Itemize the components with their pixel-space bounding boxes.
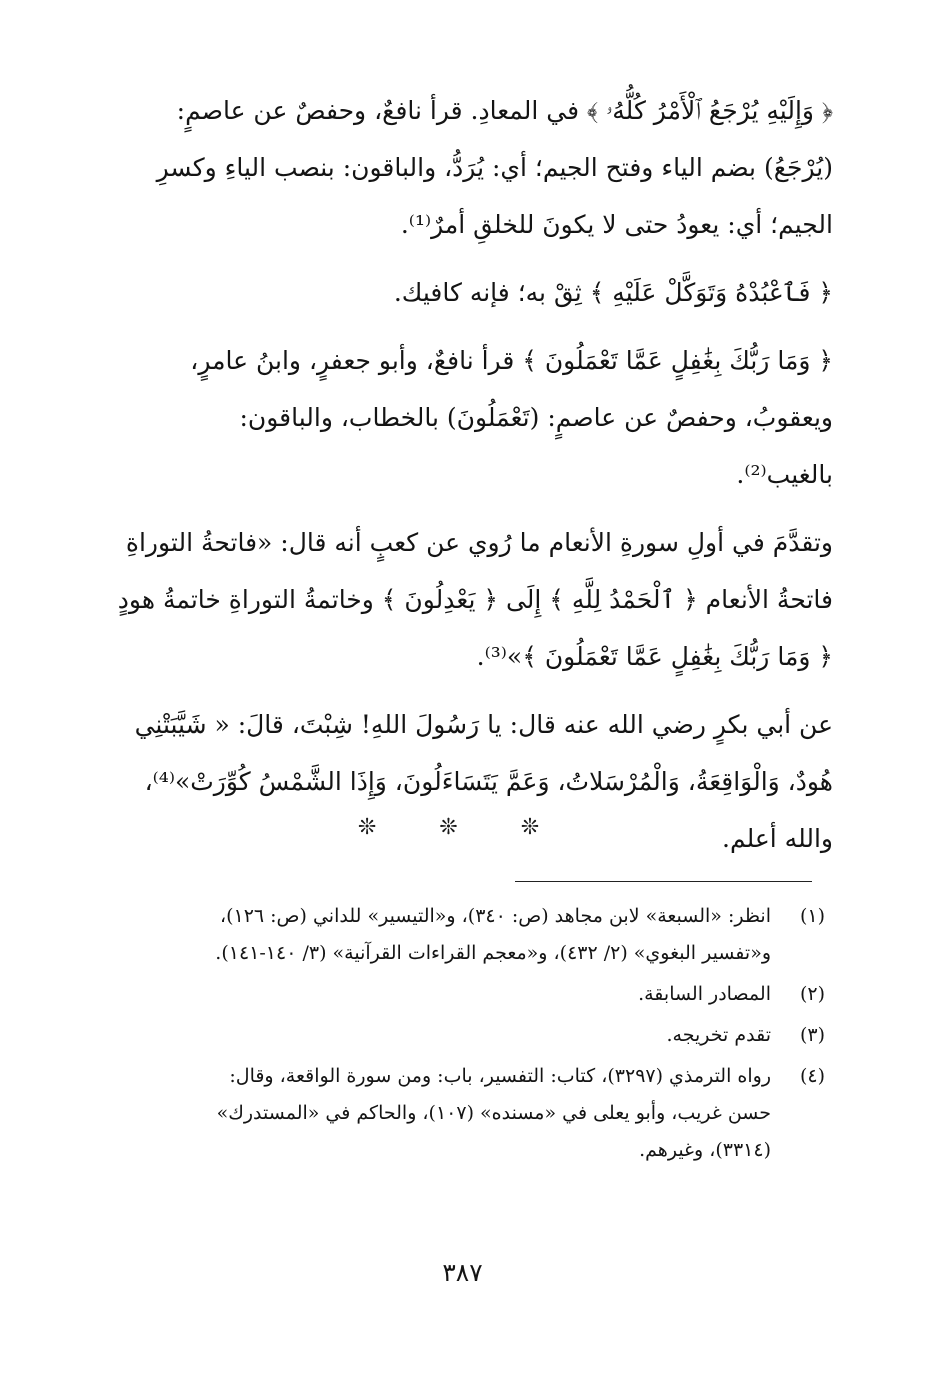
footnote-3 xyxy=(92,1017,825,1054)
main-text xyxy=(92,82,833,867)
footnote-number: (٣) xyxy=(799,1024,825,1046)
text-line: فاتحةُ الأنعام ﴿ ٱلْحَمْدُ لِلَّهِ ﴾ إِلَى ﴿ يَعْدِلُونَ ﴾ وخاتمةُ التوراةِ خاتمةُ هودٍ xyxy=(117,585,833,614)
text-line: الجيم؛ أي: يعودُ حتى لا يكونَ للخلقِ أمرٌ⁽¹⁾. xyxy=(400,210,833,239)
text-line: ﴿ وَإِلَيْهِ يُرْجَعُ ٱلْأَمْرُ كُلُّهُۥ ﴾ في المعادِ. قرأ نافعٌ، وحفصٌ عن عاصمٍ: xyxy=(176,96,833,125)
paragraph-5 xyxy=(92,696,833,867)
text-line: وتقدَّمَ في أولِ سورةِ الأنعام ما رُوي عن كعبٍ أنه قال: «فاتحةُ التوراةِ xyxy=(125,528,833,557)
footnote-1 xyxy=(92,898,825,972)
text-line: ﴿ فَٱعْبُدْهُ وَتَوَكَّلْ عَلَيْهِ ﴾ ثِقْ به؛ فإنه كافيك. xyxy=(393,278,833,307)
paragraph-2 xyxy=(92,264,833,321)
footnote-rule xyxy=(515,881,812,882)
footnote-line: و«تفسير البغوي» (٢/ ٤٣٢)، و«معجم القراءات القرآنية» (٣/ ١٤٠-١٤١). xyxy=(215,942,771,964)
page-number: ٣٨٧ xyxy=(442,1258,483,1287)
text-line: هُودٌ، وَالْوَاقِعَةُ، وَالْمُرْسَلاتُ، وَعَمَّ يَتَسَاءَلُونَ، وَإِذَا الشَّمْسُ كُوِّرَتْ»⁽⁴⁾، xyxy=(144,767,833,796)
paragraph-4 xyxy=(92,514,833,685)
text-line: بالغيب⁽²⁾. xyxy=(736,460,833,489)
paragraph-1 xyxy=(92,82,833,253)
footnote-line: (٣٣١٤)، وغيرهم. xyxy=(639,1139,771,1161)
footnote-line: رواه الترمذي (٣٢٩٧)، كتاب: التفسير، باب: ومن سورة الواقعة، وقال: xyxy=(229,1065,771,1087)
paragraph-3 xyxy=(92,332,833,503)
text-line: (يُرْجَعُ) بضم الياء وفتح الجيم؛ أي: يُرَدُّ، والباقون: بنصب الياءِ وكسرِ xyxy=(156,153,833,182)
footnote-line: المصادر السابقة. xyxy=(638,983,771,1005)
text-line: عن أبي بكرٍ رضي الله عنه قال: يا رَسُولَ اللهِ! شِبْتَ، قالَ: « شَيَّبَتْنِي xyxy=(134,710,833,739)
section-separator: ❊ ❊ ❊ xyxy=(357,815,568,840)
footnote-number: (٢) xyxy=(799,983,825,1005)
footnote-2 xyxy=(92,976,825,1013)
text-line: ﴿ وَمَا رَبُّكَ بِغَٰفِلٍ عَمَّا تَعْمَلُونَ ﴾»⁽³⁾. xyxy=(476,642,833,671)
footnote-number: (١) xyxy=(799,905,825,927)
footnotes xyxy=(92,898,825,1173)
footnote-line: حسن غريب، وأبو يعلى في «مسنده» (١٠٧)، والحاكم في «المستدرك» xyxy=(216,1102,771,1124)
footnote-line: تقدم تخريجه. xyxy=(666,1024,771,1046)
footnote-number: (٤) xyxy=(799,1065,825,1087)
text-line: ويعقوبُ، وحفصٌ عن عاصمٍ: (تَعْمَلُونَ) بالخطاب، والباقون: xyxy=(239,403,833,432)
text-line: ﴿ وَمَا رَبُّكَ بِغَٰفِلٍ عَمَّا تَعْمَلُونَ ﴾ قرأ نافعٌ، وأبو جعفرٍ، وابنُ عامرٍ، xyxy=(190,346,833,375)
text-line: والله أعلم. xyxy=(722,824,833,853)
footnote-4 xyxy=(92,1058,825,1169)
footnote-line: انظر: «السبعة» لابن مجاهد (ص: ٣٤٠)، و«التيسير» للداني (ص: ١٢٦)، xyxy=(219,905,771,927)
